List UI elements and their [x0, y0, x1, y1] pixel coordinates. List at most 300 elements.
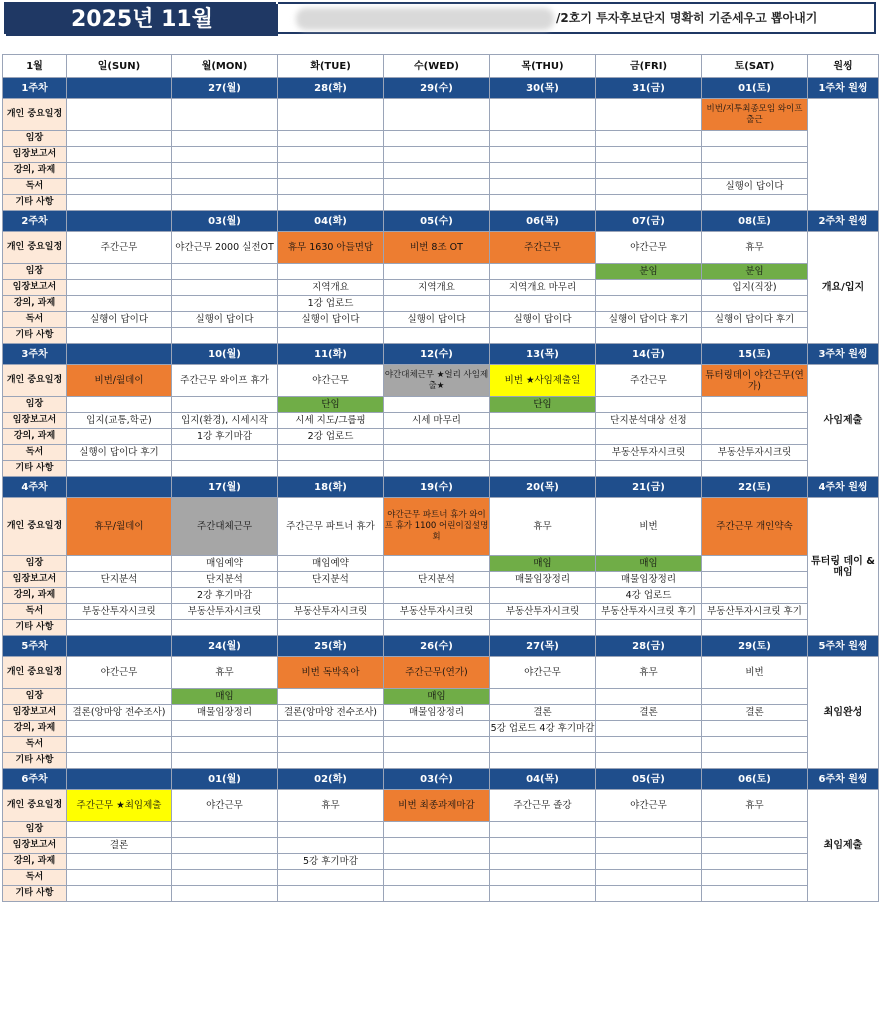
schedule-cell[interactable]	[384, 131, 490, 147]
schedule-cell[interactable]	[278, 588, 384, 604]
schedule-cell[interactable]	[67, 620, 172, 636]
schedule-cell[interactable]	[596, 429, 702, 445]
schedule-cell[interactable]: 주간근무	[490, 232, 596, 264]
schedule-cell[interactable]	[384, 854, 490, 870]
schedule-cell[interactable]: 비번/지투최종모임 와이프 출근	[702, 99, 808, 131]
schedule-cell[interactable]	[490, 737, 596, 753]
schedule-cell[interactable]	[172, 280, 278, 296]
schedule-cell[interactable]	[278, 620, 384, 636]
schedule-cell[interactable]	[67, 854, 172, 870]
schedule-cell[interactable]: 실행이 답이다	[490, 312, 596, 328]
schedule-cell[interactable]: 결론	[702, 705, 808, 721]
schedule-cell[interactable]: 비번 최종과제마감	[384, 790, 490, 822]
schedule-cell[interactable]	[490, 620, 596, 636]
schedule-row-imjang	[3, 689, 879, 705]
schedule-cell[interactable]	[702, 429, 808, 445]
schedule-cell[interactable]	[384, 886, 490, 902]
schedule-cell[interactable]	[172, 397, 278, 413]
schedule-cell[interactable]: 주간근무 졸강	[490, 790, 596, 822]
schedule-cell[interactable]	[702, 886, 808, 902]
schedule-cell[interactable]	[384, 588, 490, 604]
schedule-cell[interactable]	[490, 131, 596, 147]
schedule-cell[interactable]	[67, 280, 172, 296]
schedule-cell[interactable]	[67, 886, 172, 902]
header	[0, 0, 880, 40]
row-label-etc: 기타 사항	[3, 753, 67, 769]
schedule-cell[interactable]	[172, 296, 278, 312]
schedule-cell[interactable]	[702, 870, 808, 886]
schedule-cell[interactable]	[384, 721, 490, 737]
schedule-cell[interactable]	[172, 131, 278, 147]
schedule-cell[interactable]	[67, 99, 172, 131]
schedule-cell[interactable]	[67, 822, 172, 838]
schedule-cell[interactable]: 실행이 답이다	[702, 179, 808, 195]
schedule-cell[interactable]: 부동산투자시크릿	[384, 604, 490, 620]
schedule-cell[interactable]	[278, 822, 384, 838]
schedule-cell[interactable]: 실행이 답이다	[384, 312, 490, 328]
row-label-lecture: 강의, 과제	[3, 854, 67, 870]
schedule-cell[interactable]: 단지분석	[67, 572, 172, 588]
schedule-cell[interactable]: 매임예약	[278, 556, 384, 572]
schedule-cell[interactable]	[702, 721, 808, 737]
schedule-cell[interactable]: 매임	[490, 556, 596, 572]
schedule-cell[interactable]: 실행이 답이다	[67, 312, 172, 328]
schedule-cell[interactable]	[384, 147, 490, 163]
schedule-cell[interactable]	[384, 397, 490, 413]
schedule-cell[interactable]	[384, 429, 490, 445]
row-label-imjang: 임장	[3, 397, 67, 413]
schedule-cell[interactable]	[384, 264, 490, 280]
schedule-cell[interactable]: 시세 마무리	[384, 413, 490, 429]
schedule-cell[interactable]	[278, 461, 384, 477]
date-cell: 28(화)	[278, 78, 384, 99]
schedule-cell[interactable]	[278, 99, 384, 131]
schedule-cell[interactable]	[596, 163, 702, 179]
schedule-cell[interactable]	[172, 147, 278, 163]
date-cell: 02(화)	[278, 769, 384, 790]
schedule-cell[interactable]	[702, 131, 808, 147]
schedule-cell[interactable]: 단임	[490, 397, 596, 413]
schedule-cell[interactable]: 결론(앙마앙 전수조사)	[67, 705, 172, 721]
schedule-cell[interactable]: 야간근무	[67, 657, 172, 689]
schedule-cell[interactable]: 주간근무 ★최임제출	[67, 790, 172, 822]
schedule-cell[interactable]	[172, 737, 278, 753]
schedule-cell[interactable]: 단지분석대상 선정	[596, 413, 702, 429]
schedule-cell[interactable]: 실행이 답이다 후기	[702, 312, 808, 328]
schedule-cell[interactable]	[278, 886, 384, 902]
row-label-etc: 기타 사항	[3, 461, 67, 477]
schedule-cell[interactable]	[278, 737, 384, 753]
schedule-cell[interactable]	[596, 147, 702, 163]
schedule-cell[interactable]	[596, 886, 702, 902]
schedule-cell[interactable]	[702, 195, 808, 211]
schedule-cell[interactable]	[172, 753, 278, 769]
schedule-cell[interactable]: 휴무 1630 아들면담	[278, 232, 384, 264]
schedule-cell[interactable]	[490, 296, 596, 312]
date-cell: 24(월)	[172, 636, 278, 657]
schedule-cell[interactable]	[490, 264, 596, 280]
onething-cell[interactable]: 사임제출	[808, 365, 879, 477]
schedule-cell[interactable]: 주간근무 파트너 휴가	[278, 498, 384, 556]
schedule-cell[interactable]	[490, 195, 596, 211]
schedule-cell[interactable]	[67, 721, 172, 737]
schedule-cell[interactable]	[490, 413, 596, 429]
schedule-cell[interactable]: 야간근무	[596, 790, 702, 822]
schedule-cell[interactable]	[67, 461, 172, 477]
schedule-cell[interactable]	[596, 328, 702, 344]
row-label-reading: 독서	[3, 737, 67, 753]
schedule-cell[interactable]	[596, 461, 702, 477]
row-label-report: 임장보고서	[3, 413, 67, 429]
schedule-cell[interactable]	[278, 838, 384, 854]
schedule-cell[interactable]: 부동산투자시크릿	[67, 604, 172, 620]
schedule-cell[interactable]	[172, 822, 278, 838]
schedule-cell[interactable]	[384, 620, 490, 636]
schedule-cell[interactable]	[702, 822, 808, 838]
schedule-cell[interactable]	[384, 737, 490, 753]
schedule-cell[interactable]	[490, 179, 596, 195]
schedule-cell[interactable]: 5강 후기마감	[278, 854, 384, 870]
week-header-row	[3, 211, 879, 232]
schedule-cell[interactable]	[596, 397, 702, 413]
row-label-reading: 독서	[3, 445, 67, 461]
schedule-cell[interactable]	[278, 195, 384, 211]
schedule-cell[interactable]: 단임	[278, 397, 384, 413]
date-cell: 27(월)	[172, 78, 278, 99]
schedule-cell[interactable]	[384, 556, 490, 572]
schedule-cell[interactable]: 주간대체근무	[172, 498, 278, 556]
schedule-cell[interactable]: 주간근무(연가)	[384, 657, 490, 689]
schedule-cell[interactable]: 부동산투자시크릿	[172, 604, 278, 620]
schedule-cell[interactable]: 야간대체근무 ★얼리 사임제출★	[384, 365, 490, 397]
schedule-cell[interactable]	[596, 280, 702, 296]
schedule-cell[interactable]	[172, 195, 278, 211]
schedule-row-etc	[3, 328, 879, 344]
schedule-cell[interactable]	[172, 870, 278, 886]
week-label: 6주차	[3, 769, 67, 790]
schedule-cell[interactable]	[384, 753, 490, 769]
schedule-cell[interactable]	[490, 328, 596, 344]
schedule-cell[interactable]: 야간근무	[172, 790, 278, 822]
schedule-cell[interactable]: 부동산투자시크릿 후기	[596, 604, 702, 620]
schedule-cell[interactable]	[278, 870, 384, 886]
schedule-cell[interactable]	[702, 147, 808, 163]
schedule-cell[interactable]: 튜터링데이 야간근무(연가)	[702, 365, 808, 397]
schedule-cell[interactable]: 지역개요	[278, 280, 384, 296]
schedule-cell[interactable]	[384, 195, 490, 211]
schedule-cell[interactable]	[702, 397, 808, 413]
schedule-cell[interactable]: 주간근무	[596, 365, 702, 397]
schedule-cell[interactable]	[596, 822, 702, 838]
schedule-cell[interactable]: 실행이 답이다 후기	[67, 445, 172, 461]
schedule-cell[interactable]	[384, 445, 490, 461]
schedule-cell[interactable]: 매물임장정리	[172, 705, 278, 721]
schedule-cell[interactable]	[67, 264, 172, 280]
schedule-cell[interactable]	[490, 99, 596, 131]
schedule-cell[interactable]	[702, 689, 808, 705]
schedule-cell[interactable]: 입지(교통,학군)	[67, 413, 172, 429]
schedule-cell[interactable]	[384, 163, 490, 179]
schedule-row-personal	[3, 232, 879, 264]
onething-cell[interactable]: 튜터링 데이 &매임	[808, 498, 879, 636]
schedule-cell[interactable]: 1강 후기마감	[172, 429, 278, 445]
schedule-cell[interactable]	[67, 689, 172, 705]
schedule-cell[interactable]: 휴무/월데이	[67, 498, 172, 556]
week-header-row	[3, 769, 879, 790]
schedule-cell[interactable]: 결론	[490, 705, 596, 721]
schedule-cell[interactable]	[702, 620, 808, 636]
schedule-cell[interactable]: 야간근무	[596, 232, 702, 264]
schedule-cell[interactable]	[278, 721, 384, 737]
schedule-cell[interactable]: 단지분석	[278, 572, 384, 588]
schedule-cell[interactable]	[172, 179, 278, 195]
schedule-cell[interactable]	[67, 588, 172, 604]
schedule-cell[interactable]	[67, 328, 172, 344]
schedule-cell[interactable]: 비번 ★사임제출일	[490, 365, 596, 397]
schedule-cell[interactable]: 단지분석	[384, 572, 490, 588]
schedule-cell[interactable]	[596, 99, 702, 131]
schedule-cell[interactable]	[67, 195, 172, 211]
schedule-cell[interactable]: 주간근무 와이프 휴가	[172, 365, 278, 397]
schedule-cell[interactable]: 지역개요	[384, 280, 490, 296]
schedule-cell[interactable]	[67, 296, 172, 312]
schedule-cell[interactable]	[172, 99, 278, 131]
schedule-cell[interactable]	[702, 753, 808, 769]
schedule-cell[interactable]: 실행이 답이다 후기	[596, 312, 702, 328]
schedule-cell[interactable]	[490, 163, 596, 179]
date-cell: 12(수)	[384, 344, 490, 365]
schedule-cell[interactable]: 비번 독박육아	[278, 657, 384, 689]
schedule-cell[interactable]: 결론(앙마앙 전수조사)	[278, 705, 384, 721]
schedule-cell[interactable]	[596, 179, 702, 195]
schedule-cell[interactable]	[67, 147, 172, 163]
schedule-cell[interactable]	[596, 689, 702, 705]
schedule-cell[interactable]	[702, 296, 808, 312]
schedule-cell[interactable]: 휴무	[278, 790, 384, 822]
schedule-row-report	[3, 705, 879, 721]
week-header-row	[3, 636, 879, 657]
date-cell	[67, 477, 172, 498]
schedule-cell[interactable]	[172, 854, 278, 870]
date-cell: 30(목)	[490, 78, 596, 99]
row-label-lecture: 강의, 과제	[3, 429, 67, 445]
schedule-cell[interactable]	[278, 163, 384, 179]
month-header-cell: 1월	[3, 55, 67, 78]
schedule-cell[interactable]	[702, 413, 808, 429]
schedule-cell[interactable]	[67, 737, 172, 753]
row-label-etc: 기타 사항	[3, 328, 67, 344]
schedule-cell[interactable]	[596, 620, 702, 636]
schedule-cell[interactable]: 휴무	[172, 657, 278, 689]
schedule-cell[interactable]: 2강 업로드	[278, 429, 384, 445]
schedule-cell[interactable]: 매임	[384, 689, 490, 705]
schedule-cell[interactable]: 부동산투자시크릿	[702, 445, 808, 461]
row-label-lecture: 강의, 과제	[3, 296, 67, 312]
schedule-cell[interactable]: 주간근무	[67, 232, 172, 264]
day-header-cell: 화(TUE)	[278, 55, 384, 78]
schedule-cell[interactable]: 1강 업로드	[278, 296, 384, 312]
schedule-cell[interactable]: 휴무	[702, 232, 808, 264]
schedule-cell[interactable]: 주간근무 개인약속	[702, 498, 808, 556]
schedule-cell[interactable]	[384, 822, 490, 838]
schedule-cell[interactable]: 실행이 답이다	[172, 312, 278, 328]
schedule-cell[interactable]: 2강 후기마감	[172, 588, 278, 604]
row-label-report: 임장보고서	[3, 838, 67, 854]
schedule-cell[interactable]	[490, 461, 596, 477]
schedule-cell[interactable]: 매물임장정리	[384, 705, 490, 721]
schedule-row-personal	[3, 99, 879, 131]
schedule-cell[interactable]: 입지(직장)	[702, 280, 808, 296]
schedule-cell[interactable]	[172, 721, 278, 737]
schedule-cell[interactable]: 분임	[596, 264, 702, 280]
schedule-cell[interactable]: 단지분석	[172, 572, 278, 588]
schedule-cell[interactable]	[490, 689, 596, 705]
schedule-cell[interactable]	[278, 131, 384, 147]
schedule-cell[interactable]: 휴무	[490, 498, 596, 556]
date-cell: 08(토)	[702, 211, 808, 232]
schedule-cell[interactable]	[172, 886, 278, 902]
schedule-cell[interactable]	[490, 822, 596, 838]
schedule-cell[interactable]	[384, 461, 490, 477]
schedule-cell[interactable]	[702, 838, 808, 854]
schedule-cell[interactable]: 입지(환경), 시세시작	[172, 413, 278, 429]
week-header-row	[3, 344, 879, 365]
schedule-cell[interactable]	[172, 163, 278, 179]
schedule-cell[interactable]	[596, 721, 702, 737]
schedule-cell[interactable]	[172, 461, 278, 477]
schedule-cell[interactable]: 야간근무	[278, 365, 384, 397]
schedule-cell[interactable]	[67, 556, 172, 572]
schedule-cell[interactable]	[490, 870, 596, 886]
schedule-cell[interactable]: 부동산투자시크릿	[490, 604, 596, 620]
schedule-cell[interactable]	[384, 838, 490, 854]
row-label-report: 임장보고서	[3, 280, 67, 296]
schedule-cell[interactable]	[490, 445, 596, 461]
schedule-cell[interactable]: 매임	[596, 556, 702, 572]
schedule-cell[interactable]: 5강 업로드 4강 후기마감	[490, 721, 596, 737]
schedule-cell[interactable]: 매임	[172, 689, 278, 705]
schedule-cell[interactable]	[172, 328, 278, 344]
schedule-cell[interactable]: 부동산투자시크릿	[596, 445, 702, 461]
schedule-cell[interactable]: 야간근무 파트너 휴가 와이프 휴가 1100 어린이집설명회	[384, 498, 490, 556]
onething-cell[interactable]	[808, 99, 879, 211]
schedule-cell[interactable]	[384, 328, 490, 344]
schedule-cell[interactable]: 부동산투자시크릿 후기	[702, 604, 808, 620]
schedule-cell[interactable]	[172, 445, 278, 461]
schedule-cell[interactable]: 부동산투자시크릿	[278, 604, 384, 620]
schedule-cell[interactable]	[172, 838, 278, 854]
date-cell: 18(화)	[278, 477, 384, 498]
schedule-cell[interactable]: 지역개요 마무리	[490, 280, 596, 296]
schedule-cell[interactable]: 결론	[596, 705, 702, 721]
schedule-cell[interactable]: 매물임장정리	[596, 572, 702, 588]
schedule-cell[interactable]	[384, 99, 490, 131]
schedule-cell[interactable]: 실행이 답이다	[278, 312, 384, 328]
schedule-cell[interactable]	[67, 163, 172, 179]
schedule-cell[interactable]: 비번	[596, 498, 702, 556]
schedule-cell[interactable]	[596, 854, 702, 870]
schedule-cell[interactable]	[490, 838, 596, 854]
schedule-cell[interactable]	[278, 689, 384, 705]
date-cell: 31(금)	[596, 78, 702, 99]
schedule-cell[interactable]	[67, 753, 172, 769]
schedule-cell[interactable]	[490, 753, 596, 769]
onething-cell[interactable]: 최임제출	[808, 790, 879, 902]
schedule-cell[interactable]: 4강 업로드	[596, 588, 702, 604]
schedule-cell[interactable]	[490, 588, 596, 604]
schedule-cell[interactable]	[596, 838, 702, 854]
schedule-cell[interactable]	[278, 264, 384, 280]
schedule-cell[interactable]	[490, 429, 596, 445]
schedule-cell[interactable]	[702, 461, 808, 477]
schedule-cell[interactable]	[702, 328, 808, 344]
schedule-cell[interactable]	[278, 147, 384, 163]
schedule-cell[interactable]	[384, 179, 490, 195]
schedule-cell[interactable]	[490, 147, 596, 163]
schedule-cell[interactable]: 야간근무 2000 실전OT	[172, 232, 278, 264]
schedule-cell[interactable]	[596, 753, 702, 769]
schedule-cell[interactable]: 휴무	[596, 657, 702, 689]
schedule-cell[interactable]	[67, 131, 172, 147]
row-label-personal: 개인 중요일정	[3, 790, 67, 822]
schedule-cell[interactable]	[702, 163, 808, 179]
schedule-cell[interactable]: 휴무	[702, 790, 808, 822]
schedule-row-lecture	[3, 296, 879, 312]
schedule-cell[interactable]	[490, 886, 596, 902]
schedule-cell[interactable]	[67, 870, 172, 886]
schedule-row-etc	[3, 620, 879, 636]
schedule-cell[interactable]: 비번/월데이	[67, 365, 172, 397]
schedule-cell[interactable]	[702, 556, 808, 572]
schedule-cell[interactable]	[172, 620, 278, 636]
day-header-cell: 토(SAT)	[702, 55, 808, 78]
schedule-cell[interactable]	[384, 870, 490, 886]
schedule-cell[interactable]	[702, 854, 808, 870]
schedule-cell[interactable]	[702, 737, 808, 753]
schedule-cell[interactable]	[278, 328, 384, 344]
schedule-cell[interactable]	[596, 296, 702, 312]
date-cell: 05(금)	[596, 769, 702, 790]
schedule-cell[interactable]	[596, 737, 702, 753]
schedule-cell[interactable]	[172, 264, 278, 280]
schedule-cell[interactable]: 매임예약	[172, 556, 278, 572]
onething-cell[interactable]: 개요/입지	[808, 232, 879, 344]
schedule-cell[interactable]	[596, 195, 702, 211]
schedule-cell[interactable]: 매물임장정리	[490, 572, 596, 588]
schedule-cell[interactable]	[384, 296, 490, 312]
schedule-cell[interactable]: 시세 지도/그룹핑	[278, 413, 384, 429]
schedule-cell[interactable]	[490, 854, 596, 870]
onething-cell[interactable]: 최임완성	[808, 657, 879, 769]
schedule-cell[interactable]: 분임	[702, 264, 808, 280]
schedule-cell[interactable]	[67, 397, 172, 413]
schedule-cell[interactable]: 비번	[702, 657, 808, 689]
row-label-personal: 개인 중요일정	[3, 657, 67, 689]
schedule-cell[interactable]	[67, 429, 172, 445]
schedule-cell[interactable]: 결론	[67, 838, 172, 854]
schedule-cell[interactable]	[702, 572, 808, 588]
schedule-cell[interactable]	[67, 179, 172, 195]
schedule-cell[interactable]: 야간근무	[490, 657, 596, 689]
schedule-cell[interactable]	[278, 753, 384, 769]
schedule-cell[interactable]	[278, 179, 384, 195]
page-subtitle: /2호기 투자후보단지 명확히 기준세우고 뽑아내기	[556, 11, 818, 25]
schedule-cell[interactable]	[596, 131, 702, 147]
schedule-cell[interactable]	[278, 445, 384, 461]
schedule-cell[interactable]	[702, 588, 808, 604]
schedule-cell[interactable]: 비번 8조 OT	[384, 232, 490, 264]
schedule-cell[interactable]	[596, 870, 702, 886]
